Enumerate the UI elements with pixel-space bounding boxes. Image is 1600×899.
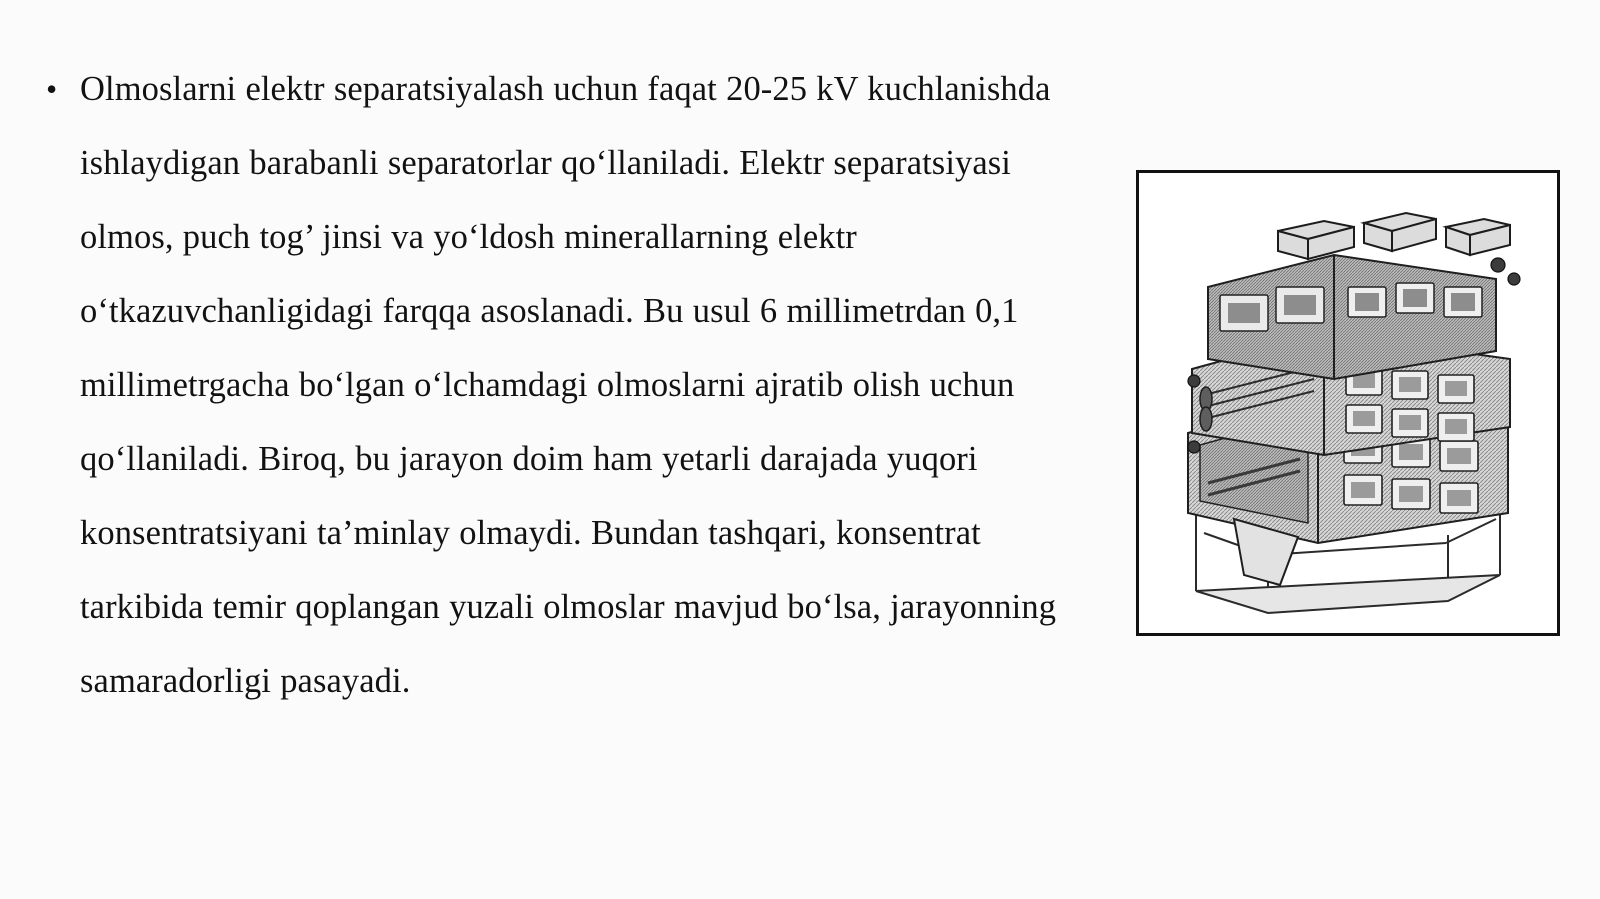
- drum-separator-illustration: [1148, 183, 1548, 623]
- bullet-list: [38, 52, 1108, 718]
- separator-image-frame: [1136, 170, 1560, 636]
- image-column: [1108, 52, 1570, 636]
- bullet-paragraph-text: Olmoslarni elektr separatsiyalash uchun faqat 20-25 kV kuchlanishda ishlaydigan barabanli separatorlar qo‘llaniladi. Elektr separatsiyasi olmos, puch tog’ jinsi va yo‘ldosh minerallarning elektr o‘tkazuvchanligidagi farqqa asoslanadi. Bu usul 6 millimetrdan 0,1 millimetrgacha bo‘lgan o‘lchamdagi olmoslarni ajratib olish uchun qo‘llaniladi. Biroq, bu jarayon doim ham yetarli darajada yuqori konsentratsiyani ta’minlay olmaydi. Bundan tashqari, konsentrat tarkibida temir qoplangan yuzali olmoslar mavjud bo‘lsa, jarayonning samaradorligi pasayadi.: [80, 70, 1057, 700]
- text-column: [38, 52, 1108, 718]
- list-item: [38, 52, 1108, 718]
- bullet-dot-icon: •: [46, 71, 58, 107]
